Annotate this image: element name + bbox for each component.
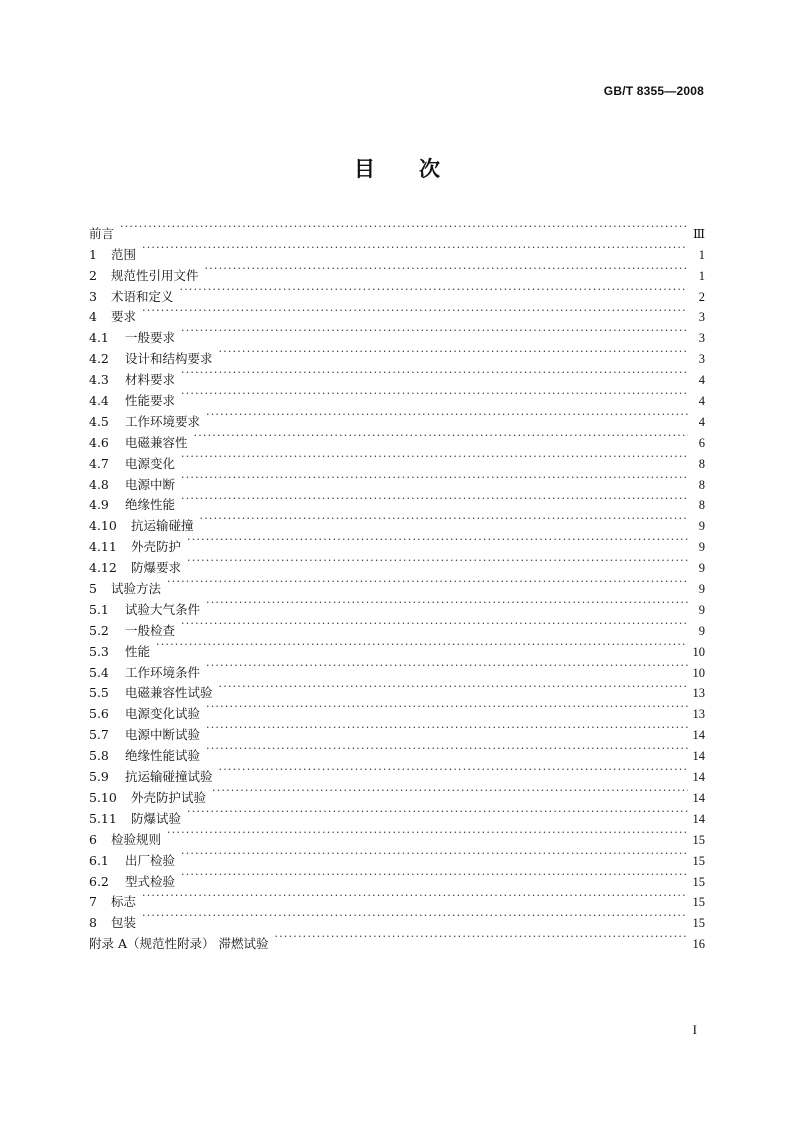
toc-entry-label: 要求 — [111, 309, 137, 325]
page-title — [0, 153, 794, 183]
toc-entry[interactable] — [89, 572, 705, 597]
toc-entry-number: 5.11 — [89, 810, 117, 826]
toc-entry-label: 电源变化 — [125, 455, 176, 471]
standard-code: GB/T 8355—2008 — [603, 84, 704, 98]
toc-dot-leader — [142, 906, 688, 927]
toc-entry[interactable] — [89, 886, 705, 910]
toc-entry-number: 4.6 — [89, 434, 109, 450]
toc-entry-number: 4.1 — [89, 330, 109, 346]
toc-dot-leader — [212, 781, 688, 802]
toc-dot-leader — [142, 301, 688, 322]
toc-dot-leader — [206, 593, 688, 614]
toc-entry-page: 15 — [692, 874, 705, 889]
toc-entry-page: 9 — [698, 540, 705, 555]
toc-entry-page: 13 — [692, 686, 705, 701]
toc-entry[interactable] — [89, 363, 705, 388]
toc-entry-number: 4.4 — [89, 393, 109, 409]
toc-entry-page: 14 — [692, 790, 705, 805]
toc-entry[interactable] — [89, 321, 705, 346]
toc-entry-label: 外壳防护 — [131, 539, 182, 555]
toc-dot-leader — [120, 217, 688, 238]
toc-entry-number: 4.5 — [89, 413, 109, 429]
toc-entry-label: 工作环境条件 — [125, 664, 201, 680]
toc-entry[interactable] — [89, 384, 705, 409]
toc-entry[interactable] — [89, 238, 705, 262]
toc-entry-label: 标志 — [111, 894, 137, 910]
toc-entry[interactable] — [89, 635, 705, 659]
toc-entry-page: 9 — [698, 519, 705, 534]
toc-dot-leader — [142, 238, 688, 259]
toc-entry-label: 一般检查 — [125, 622, 176, 638]
toc-entry[interactable] — [89, 447, 705, 471]
toc-entry[interactable] — [89, 844, 705, 868]
footer-page-number: I — [692, 1022, 697, 1037]
toc-entry-number: 5.7 — [89, 727, 109, 743]
toc-entry-label: 试验方法 — [111, 581, 162, 597]
toc-entry-label: 防爆要求 — [131, 560, 182, 576]
toc-entry-page: 15 — [692, 853, 705, 868]
toc-entry-label: 包装 — [111, 915, 137, 931]
page-title-part1: 目 — [354, 156, 375, 181]
toc-dot-leader — [206, 718, 688, 739]
toc-entry[interactable] — [89, 823, 705, 847]
toc-entry-label: 绝缘性能 — [125, 497, 176, 513]
toc-entry-label: 材料要求 — [125, 372, 176, 388]
toc-entry[interactable] — [89, 509, 705, 534]
toc-dot-leader — [181, 363, 688, 384]
toc-entry[interactable] — [89, 259, 705, 283]
toc-entry-page: 15 — [692, 916, 705, 931]
toc-dot-leader — [181, 614, 688, 635]
toc-entry-label: 性能 — [125, 643, 151, 659]
toc-entry-number: 8 — [89, 915, 97, 931]
toc-dot-leader — [206, 697, 688, 718]
toc-entry-page: 3 — [698, 310, 705, 325]
toc-entry-label: 电源变化试验 — [125, 706, 201, 722]
toc-entry-label: 工作环境要求 — [125, 413, 201, 429]
toc-entry-number: 5.9 — [89, 769, 109, 785]
toc-dot-leader — [181, 447, 688, 468]
toc-entry[interactable] — [89, 468, 705, 492]
toc-dot-leader — [167, 823, 688, 844]
toc-entry[interactable] — [89, 593, 705, 617]
toc-entry-page: 4 — [698, 414, 705, 429]
toc-entry-page: 9 — [698, 623, 705, 638]
toc-dot-leader — [219, 760, 688, 781]
toc-entry-number: 5.2 — [89, 622, 109, 638]
toc-dot-leader — [206, 656, 688, 677]
toc-entry-page: 14 — [692, 728, 705, 743]
toc-entry-page: 13 — [692, 707, 705, 722]
toc-entry-page: 9 — [698, 602, 705, 617]
toc-entry[interactable] — [89, 280, 705, 304]
toc-entry-number: 4.11 — [89, 539, 117, 555]
toc-entry-page: 1 — [698, 268, 705, 283]
toc-entry-number: 4.7 — [89, 455, 109, 471]
toc-dot-leader — [219, 342, 688, 363]
toc-entry-label: 附录 A（规范性附录） 滞燃试验 — [89, 936, 269, 952]
toc-dot-leader — [187, 802, 688, 823]
toc-entry-page: 9 — [698, 582, 705, 597]
toc-entry-page: 9 — [698, 561, 705, 576]
toc-entry-label: 出厂检验 — [125, 852, 176, 868]
toc-entry-page: Ⅲ — [692, 226, 705, 241]
toc-entry-label: 绝缘性能试验 — [125, 748, 201, 764]
toc-entry[interactable] — [89, 489, 705, 513]
toc-entry-label: 性能要求 — [125, 393, 176, 409]
toc-entry-page: 16 — [692, 937, 705, 952]
toc-entry-label: 防爆试验 — [131, 810, 182, 826]
toc-dot-leader — [181, 844, 688, 865]
page-title-part2: 次 — [419, 156, 440, 181]
toc-entry-label: 电源中断 — [125, 476, 176, 492]
toc-dot-leader — [181, 865, 688, 886]
toc-dot-leader — [156, 635, 688, 656]
toc-entry-label: 抗运输碰撞试验 — [125, 769, 213, 785]
toc-dot-leader — [219, 677, 688, 698]
toc-entry-page: 2 — [698, 289, 705, 304]
toc-entry[interactable] — [89, 551, 705, 576]
toc-dot-leader — [181, 489, 688, 510]
toc-entry-label: 抗运输碰撞 — [131, 518, 194, 534]
toc-dot-leader — [200, 509, 688, 530]
toc-entry-page: 4 — [698, 373, 705, 388]
toc-entry-number: 4.12 — [89, 560, 117, 576]
toc-entry-number: 5.8 — [89, 748, 109, 764]
toc-dot-leader — [206, 739, 688, 760]
toc-entry-label: 规范性引用文件 — [111, 267, 199, 283]
toc-entry-number: 4.9 — [89, 497, 109, 513]
toc-entry-label: 一般要求 — [125, 330, 176, 346]
toc-entry-page: 8 — [698, 498, 705, 513]
toc-entry-page: 14 — [692, 811, 705, 826]
toc-entry-number: 4.2 — [89, 351, 109, 367]
toc-entry-number: 6 — [89, 831, 97, 847]
toc-entry-page: 3 — [698, 331, 705, 346]
toc-dot-leader — [142, 886, 688, 907]
toc-entry-number: 5.4 — [89, 664, 109, 680]
toc-entry-number: 3 — [89, 288, 97, 304]
toc-entry-page: 8 — [698, 477, 705, 492]
toc-entry-page: 3 — [698, 352, 705, 367]
toc-entry-page: 14 — [692, 749, 705, 764]
toc-entry[interactable] — [89, 405, 705, 429]
toc-entry-page: 14 — [692, 770, 705, 785]
toc-entry-page: 4 — [698, 394, 705, 409]
toc-entry[interactable] — [89, 301, 705, 325]
toc-entry-number: 2 — [89, 267, 97, 283]
toc-entry-number: 5.5 — [89, 685, 109, 701]
toc-dot-leader — [181, 468, 688, 489]
toc-entry-number: 4.3 — [89, 372, 109, 388]
toc-entry-page: 15 — [692, 832, 705, 847]
toc-entry[interactable] — [89, 614, 705, 638]
toc-dot-leader — [181, 321, 688, 342]
toc-dot-leader — [180, 280, 688, 301]
toc-entry[interactable] — [89, 865, 705, 889]
toc-dot-leader — [187, 551, 688, 572]
toc-entry-page: 6 — [698, 435, 705, 450]
toc-dot-leader — [181, 384, 688, 405]
toc-entry-page: 15 — [692, 895, 705, 910]
toc-entry-number: 5 — [89, 581, 97, 597]
toc-dot-leader — [194, 426, 688, 447]
toc-entry-label: 术语和定义 — [111, 288, 174, 304]
toc-entry-number: 1 — [89, 246, 97, 262]
toc-entry-label: 范围 — [111, 246, 137, 262]
toc-entry-number: 5.6 — [89, 706, 109, 722]
toc-entry-page: 10 — [692, 665, 705, 680]
toc-entry-number: 6.1 — [89, 852, 109, 868]
toc-entry[interactable] — [89, 906, 705, 931]
toc-entry-label: 外壳防护试验 — [131, 789, 207, 805]
toc-dot-leader — [274, 927, 688, 948]
toc-entry-page: 10 — [692, 644, 705, 659]
toc-entry-label: 设计和结构要求 — [125, 351, 213, 367]
toc-entry-page: 8 — [698, 456, 705, 471]
toc-entry-label: 试验大气条件 — [125, 601, 201, 617]
toc-dot-leader — [167, 572, 688, 593]
toc-entry-number: 5.1 — [89, 601, 109, 617]
toc-dot-leader — [187, 530, 688, 551]
toc-entry-number: 4 — [89, 309, 97, 325]
toc-entry-label: 电磁兼容性 — [125, 434, 188, 450]
toc-entry-label: 电源中断试验 — [125, 727, 201, 743]
toc-entry[interactable] — [89, 342, 705, 367]
toc-entry-number: 7 — [89, 894, 97, 910]
toc-entry[interactable] — [89, 927, 705, 952]
toc-entry[interactable] — [89, 217, 705, 241]
toc-entry-number: 4.8 — [89, 476, 109, 492]
toc-entry-number: 5.10 — [89, 789, 117, 805]
toc-entry-number: 4.10 — [89, 518, 117, 534]
table-of-contents — [89, 217, 705, 952]
toc-entry-number: 6.2 — [89, 873, 109, 889]
toc-entry-label: 型式检验 — [125, 873, 176, 889]
toc-entry-label: 检验规则 — [111, 831, 162, 847]
toc-dot-leader — [205, 259, 688, 280]
toc-dot-leader — [206, 405, 688, 426]
toc-entry-number: 5.3 — [89, 643, 109, 659]
toc-entry[interactable] — [89, 656, 705, 680]
toc-entry-label: 电磁兼容性试验 — [125, 685, 213, 701]
toc-entry-label: 前言 — [89, 225, 115, 241]
toc-entry-page: 1 — [698, 247, 705, 262]
